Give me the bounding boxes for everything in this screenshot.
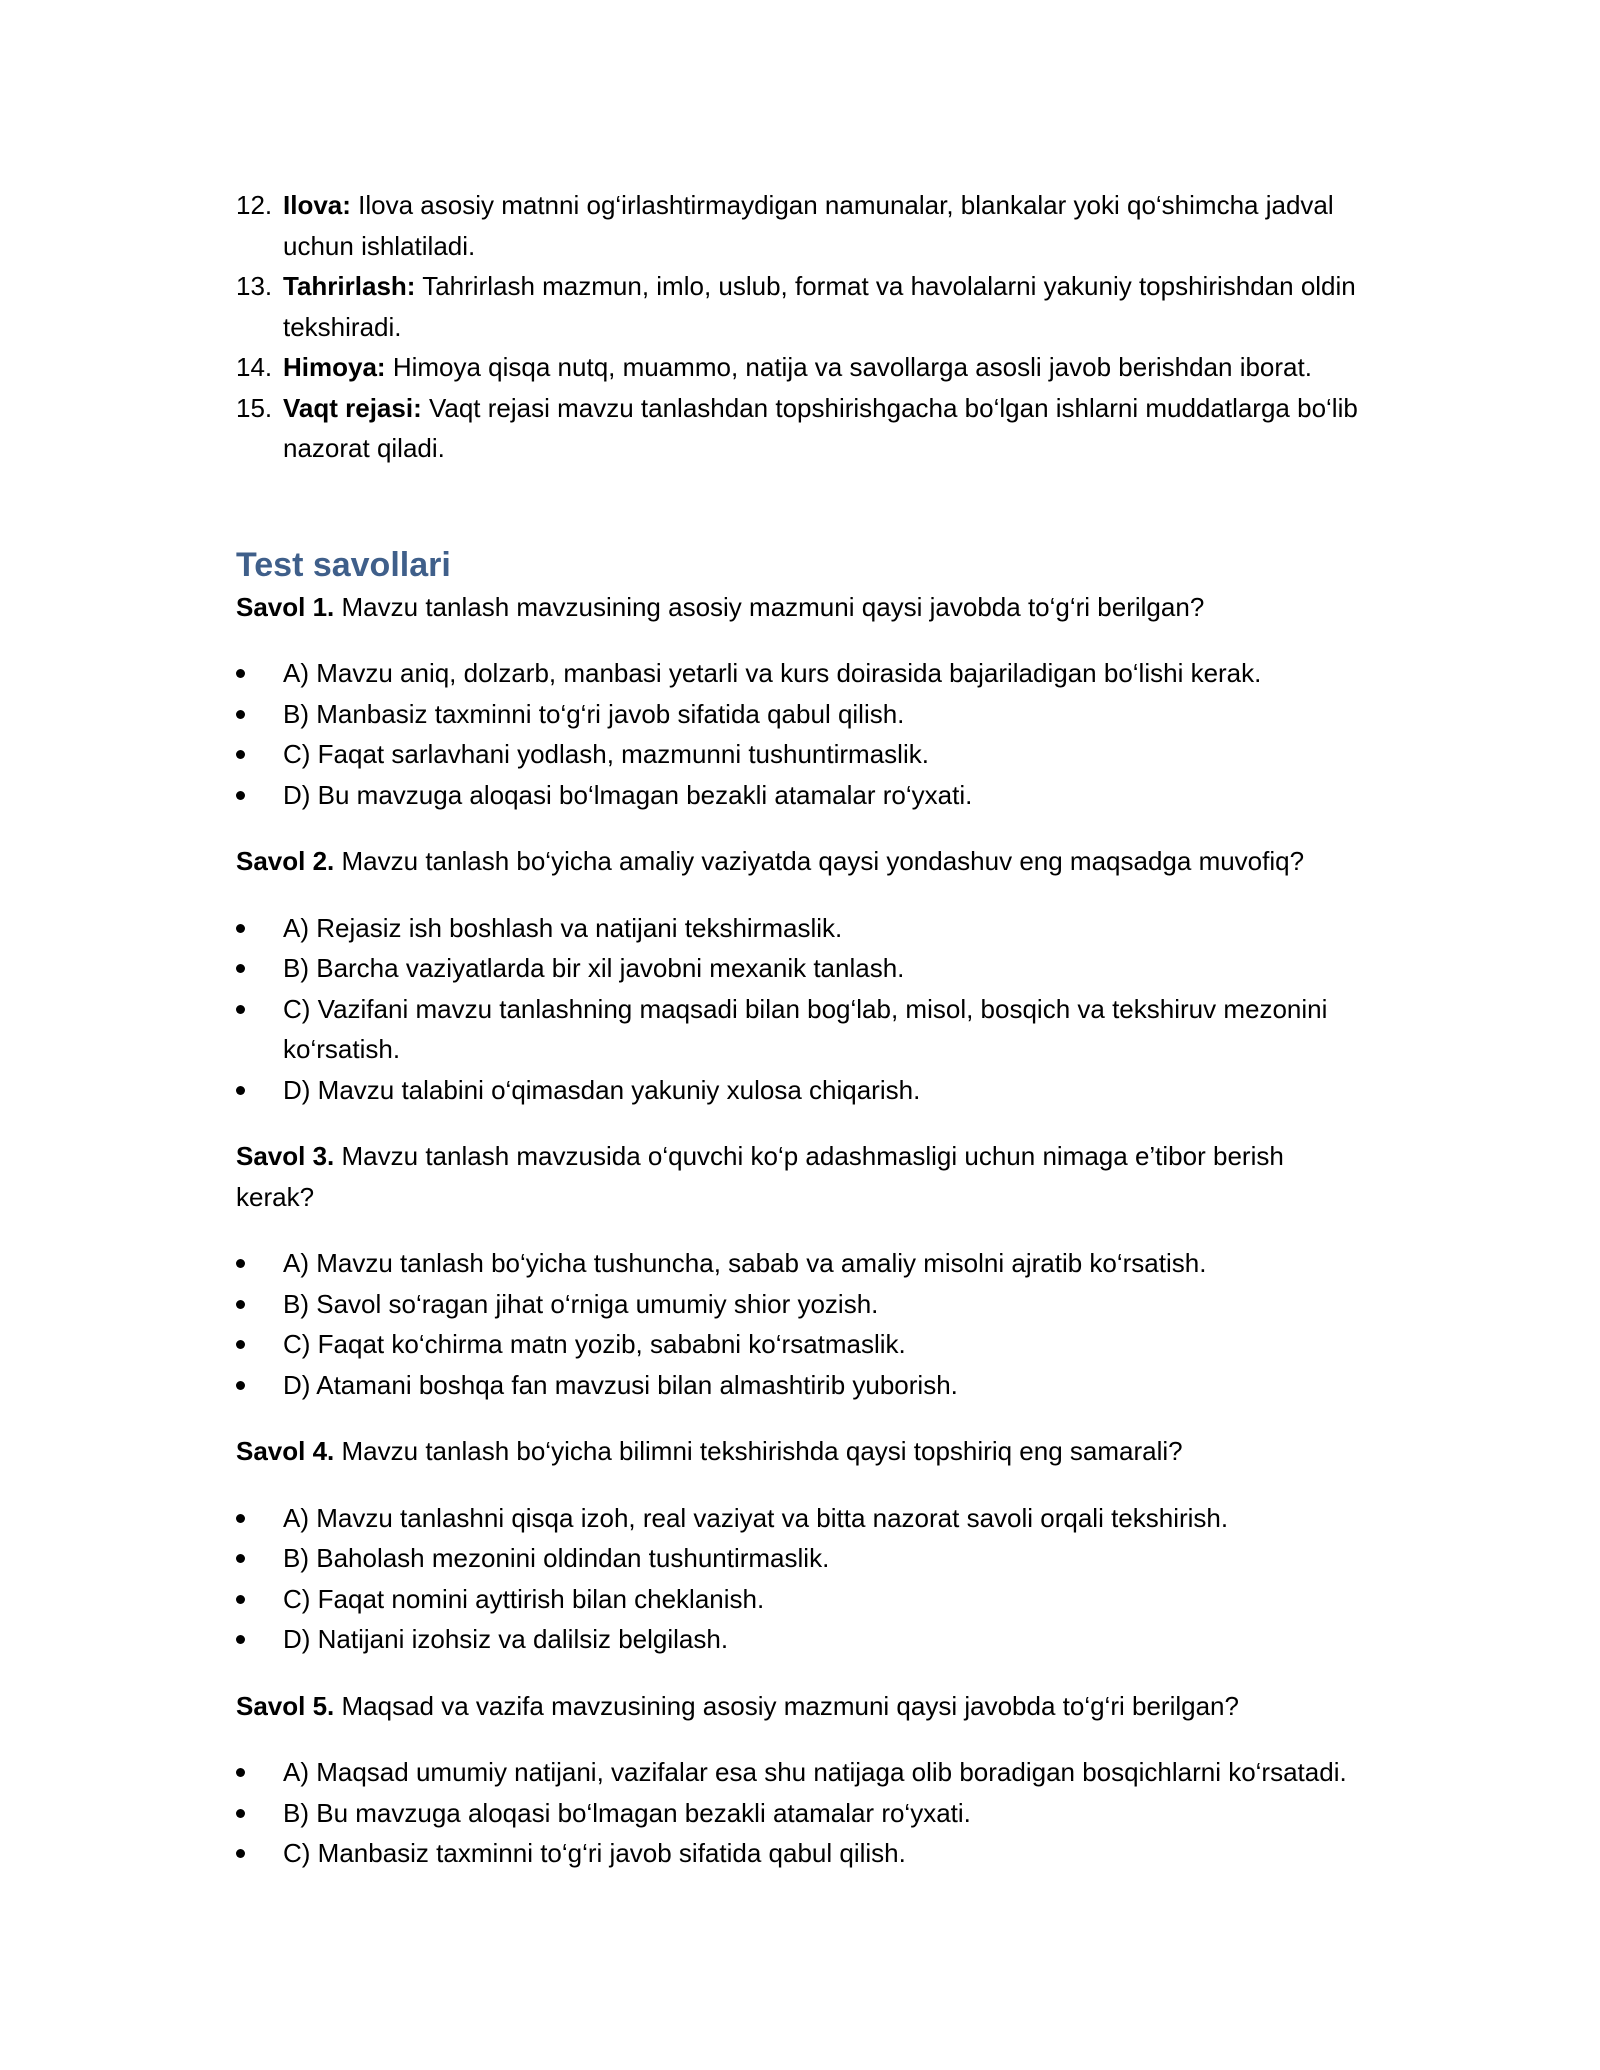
option-text: A) Rejasiz ish boshlash va natijani tekshirmaslik. (283, 912, 843, 943)
bullet-icon (236, 1300, 245, 1309)
option-text: A) Maqsad umumiy natijani, vazifalar esa shu natijaga olib boradigan bosqichlarni ko‘rsatadi. (283, 1757, 1347, 1787)
option-text: C) Faqat sarlavhani yodlash, mazmunni tushuntirmaslik. (283, 739, 929, 769)
question-label: Savol 2. (236, 846, 335, 876)
item-term: Himoya: (283, 352, 386, 382)
section-heading: Test savollari (236, 545, 451, 584)
item-text: Tahrirlash mazmun, imlo, uslub, format va havolalarni yakuniy topshirishdan oldin tekshiradi. (283, 271, 1356, 342)
answer-option (236, 1538, 1366, 1579)
question-5 (236, 1686, 1366, 1727)
answer-option (236, 653, 1366, 694)
numbered-item (236, 347, 1366, 388)
answer-option (236, 1752, 1366, 1793)
answer-options (236, 1498, 1366, 1660)
answer-option (236, 948, 1366, 989)
option-text: B) Savol so‘ragan jihat o‘rniga umumiy shior yozish. (283, 1288, 879, 1319)
option-text: A) Mavzu aniq, dolzarb, manbasi yetarli va kurs doirasida bajariladigan bo‘lishi kerak. (283, 658, 1262, 688)
question-label: Savol 1. (236, 591, 335, 622)
question-2 (236, 841, 1366, 882)
item-number: 13. (236, 271, 273, 301)
option-text: C) Vazifani mavzu tanlashning maqsadi bilan bog‘lab, misol, bosqich va tekshiruv mezonini ko‘rsatish. (283, 993, 1328, 1064)
question-4 (236, 1431, 1366, 1472)
item-term: Tahrirlash: (283, 271, 416, 301)
bullet-icon (236, 1635, 245, 1644)
numbered-item (236, 185, 1366, 266)
bullet-icon (236, 1340, 245, 1349)
item-term: Ilova: (283, 190, 351, 220)
option-text: C) Faqat ko‘chirma matn yozib, sababni ko‘rsatmaslik. (283, 1329, 906, 1359)
question-text: Mavzu tanlash mavzusining asosiy mazmuni qaysi javobda to‘g‘ri berilgan? (341, 591, 1205, 622)
item-text: Vaqt rejasi mavzu tanlashdan topshirishgacha bo‘lgan ishlarni muddatlarga bo‘lib nazorat qiladi. (283, 392, 1358, 463)
answer-option (236, 1324, 1366, 1365)
answer-option (236, 989, 1366, 1070)
answer-option (236, 1793, 1366, 1834)
question-text: Mavzu tanlash mavzusida o‘quvchi ko‘p adashmasligi uchun nimaga e’tibor berish kerak? (236, 1141, 1284, 1212)
bullet-icon (236, 1809, 245, 1818)
bullet-icon (236, 1554, 245, 1563)
bullet-icon (236, 924, 245, 933)
bullet-icon (236, 964, 245, 973)
bullet-icon (236, 669, 245, 678)
numbered-item (236, 388, 1366, 469)
bullet-icon (236, 1595, 245, 1604)
option-text: D) Bu mavzuga aloqasi bo‘lmagan bezakli atamalar ro‘yxati. (283, 779, 973, 810)
question-3 (236, 1136, 1366, 1217)
question-1 (236, 587, 1366, 628)
answer-option (236, 1833, 1366, 1874)
bullet-icon (236, 1381, 245, 1390)
answer-options (236, 1243, 1366, 1405)
answer-option (236, 1070, 1366, 1111)
question-label: Savol 4. (236, 1436, 335, 1466)
option-text: B) Barcha vaziyatlarda bir xil javobni mexanik tanlash. (283, 953, 905, 983)
answer-option (236, 694, 1366, 735)
question-label: Savol 3. (236, 1141, 335, 1171)
question-text: Maqsad va vazifa mavzusining asosiy mazmuni qaysi javobda to‘g‘ri berilgan? (341, 1690, 1239, 1721)
bullet-icon (236, 1849, 245, 1858)
answer-option (236, 734, 1366, 775)
bullet-icon (236, 1005, 245, 1014)
bullet-icon (236, 750, 245, 759)
option-text: A) Mavzu tanlashni qisqa izoh, real vaziyat va bitta nazorat savoli orqali tekshirish. (283, 1502, 1229, 1533)
answer-option (236, 908, 1366, 949)
numbered-item (236, 266, 1366, 347)
item-number: 12. (236, 190, 273, 220)
answer-option (236, 1284, 1366, 1325)
answer-options (236, 908, 1366, 1111)
bullet-icon (236, 1768, 245, 1777)
option-text: B) Baholash mezonini oldindan tushuntirmaslik. (283, 1543, 830, 1573)
bullet-icon (236, 1086, 245, 1095)
answer-option (236, 1365, 1366, 1406)
answer-options (236, 653, 1366, 815)
question-text: Mavzu tanlash bo‘yicha bilimni tekshirishda qaysi topshiriq eng samarali? (341, 1436, 1183, 1466)
bullet-icon (236, 710, 245, 719)
option-text: B) Manbasiz taxminni to‘g‘ri javob sifatida qabul qilish. (283, 698, 905, 729)
option-text: D) Atamani boshqa fan mavzusi bilan almashtirib yuborish. (283, 1369, 958, 1400)
answer-option (236, 1498, 1366, 1539)
option-text: C) Faqat nomini ayttirish bilan cheklanish. (283, 1583, 765, 1614)
answer-options (236, 1752, 1366, 1874)
option-text: D) Natijani izohsiz va dalilsiz belgilash. (283, 1624, 729, 1654)
question-label: Savol 5. (236, 1690, 335, 1721)
answer-option (236, 1243, 1366, 1284)
item-term: Vaqt rejasi: (283, 392, 422, 423)
answer-option (236, 775, 1366, 816)
item-text: Ilova asosiy matnni og‘irlashtirmaydigan namunalar, blankalar yoki qo‘shimcha jadval uchun ishlatiladi. (283, 190, 1334, 261)
option-text: D) Mavzu talabini o‘qimasdan yakuniy xulosa chiqarish. (283, 1074, 921, 1105)
item-text: Himoya qisqa nutq, muammo, natija va savollarga asosli javob berishdan iborat. (392, 352, 1312, 382)
page-content (236, 185, 1366, 1900)
answer-option (236, 1579, 1366, 1620)
item-number: 14. (236, 352, 273, 382)
option-text: A) Mavzu tanlash bo‘yicha tushuncha, sabab va amaliy misolni ajratib ko‘rsatish. (283, 1248, 1207, 1278)
question-text: Mavzu tanlash bo‘yicha amaliy vaziyatda qaysi yondashuv eng maqsadga muvofiq? (341, 846, 1305, 876)
bullet-icon (236, 1259, 245, 1268)
numbered-list (236, 185, 1366, 469)
option-text: C) Manbasiz taxminni to‘g‘ri javob sifatida qabul qilish. (283, 1838, 906, 1868)
bullet-icon (236, 791, 245, 800)
option-text: B) Bu mavzuga aloqasi bo‘lmagan bezakli atamalar ro‘yxati. (283, 1797, 971, 1828)
bullet-icon (236, 1514, 245, 1523)
answer-option (236, 1619, 1366, 1660)
item-number: 15. (236, 392, 273, 423)
